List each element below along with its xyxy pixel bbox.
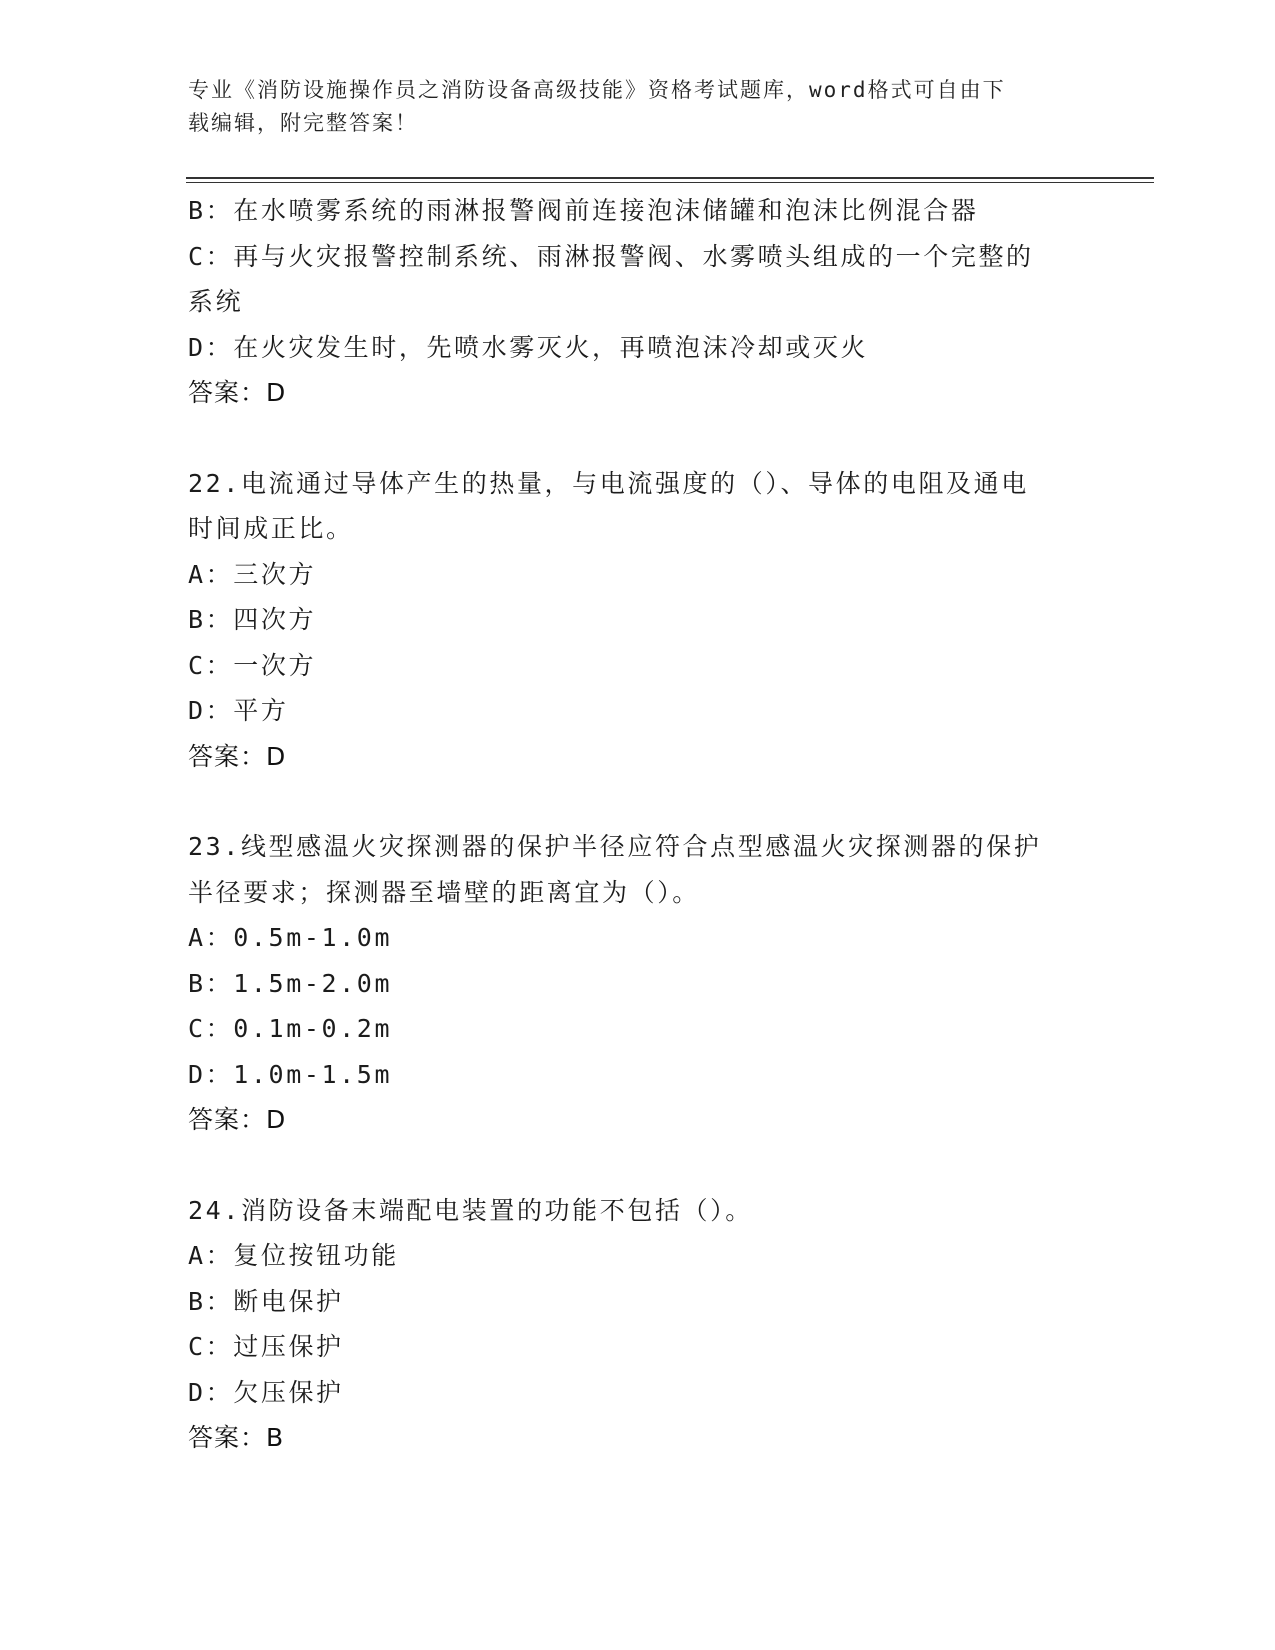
- spacer: [188, 779, 1088, 824]
- answer: 答案：D: [188, 378, 287, 407]
- option-b: B：断电保护: [188, 1286, 344, 1316]
- option-d: D：欠压保护: [188, 1377, 344, 1407]
- option-a: A：复位按钮功能: [188, 1241, 399, 1270]
- question-22: [188, 461, 1088, 780]
- header-line-2: 载编辑，附完整答案！: [188, 111, 418, 135]
- question-stem: 22.电流通过导体产生的热量，与电流强度的（）、导体的电阻及通电: [188, 468, 1029, 498]
- spacer: [188, 416, 1088, 461]
- header-divider-thin: [186, 182, 1154, 183]
- option-d: D：平方: [188, 696, 289, 725]
- option-d: D：在火灾发生时，先喷水雾灭火，再喷泡沫冷却或灭火: [188, 332, 869, 362]
- option-a: A：0.5m-1.0m: [188, 923, 393, 952]
- answer: 答案：D: [188, 741, 287, 771]
- question-21-continued: [188, 188, 1088, 416]
- answer: 答案：D: [188, 1105, 287, 1134]
- spacer: [188, 1143, 1088, 1188]
- header-line-1: 专业《消防设施操作员之消防设备高级技能》资格考试题库，word格式可自由下: [188, 78, 1006, 102]
- option-b: B：1.5m-2.0m: [188, 968, 393, 998]
- question-stem: 23.线型感温火灾探测器的保护半径应符合点型感温火灾探测器的保护: [188, 832, 1042, 861]
- document-header: [188, 74, 1088, 140]
- option-c: C：过压保护: [188, 1332, 344, 1361]
- option-d: D：1.0m-1.5m: [188, 1059, 393, 1089]
- option-c: C：再与火灾报警控制系统、雨淋报警阀、水雾喷头组成的一个完整的: [188, 241, 1034, 271]
- option-c: C：0.1m-0.2m: [188, 1014, 393, 1043]
- option-a: A：三次方: [188, 559, 317, 589]
- header-divider-thick: [186, 177, 1154, 179]
- option-c-continued: 系统: [188, 287, 244, 316]
- question-stem-continued: 时间成正比。: [188, 514, 354, 543]
- option-c: C：一次方: [188, 650, 317, 680]
- answer: 答案：B: [188, 1423, 285, 1452]
- question-stem: 24.消防设备末端配电装置的功能不包括（）。: [188, 1195, 753, 1225]
- question-23: [188, 824, 1088, 1143]
- question-list: [188, 188, 1088, 1461]
- option-b: B：四次方: [188, 605, 317, 634]
- option-b: B：在水喷雾系统的雨淋报警阀前连接泡沫储罐和泡沫比例混合器: [188, 196, 979, 225]
- question-24: [188, 1188, 1088, 1461]
- question-stem-continued: 半径要求；探测器至墙壁的距离宜为（）。: [188, 877, 700, 907]
